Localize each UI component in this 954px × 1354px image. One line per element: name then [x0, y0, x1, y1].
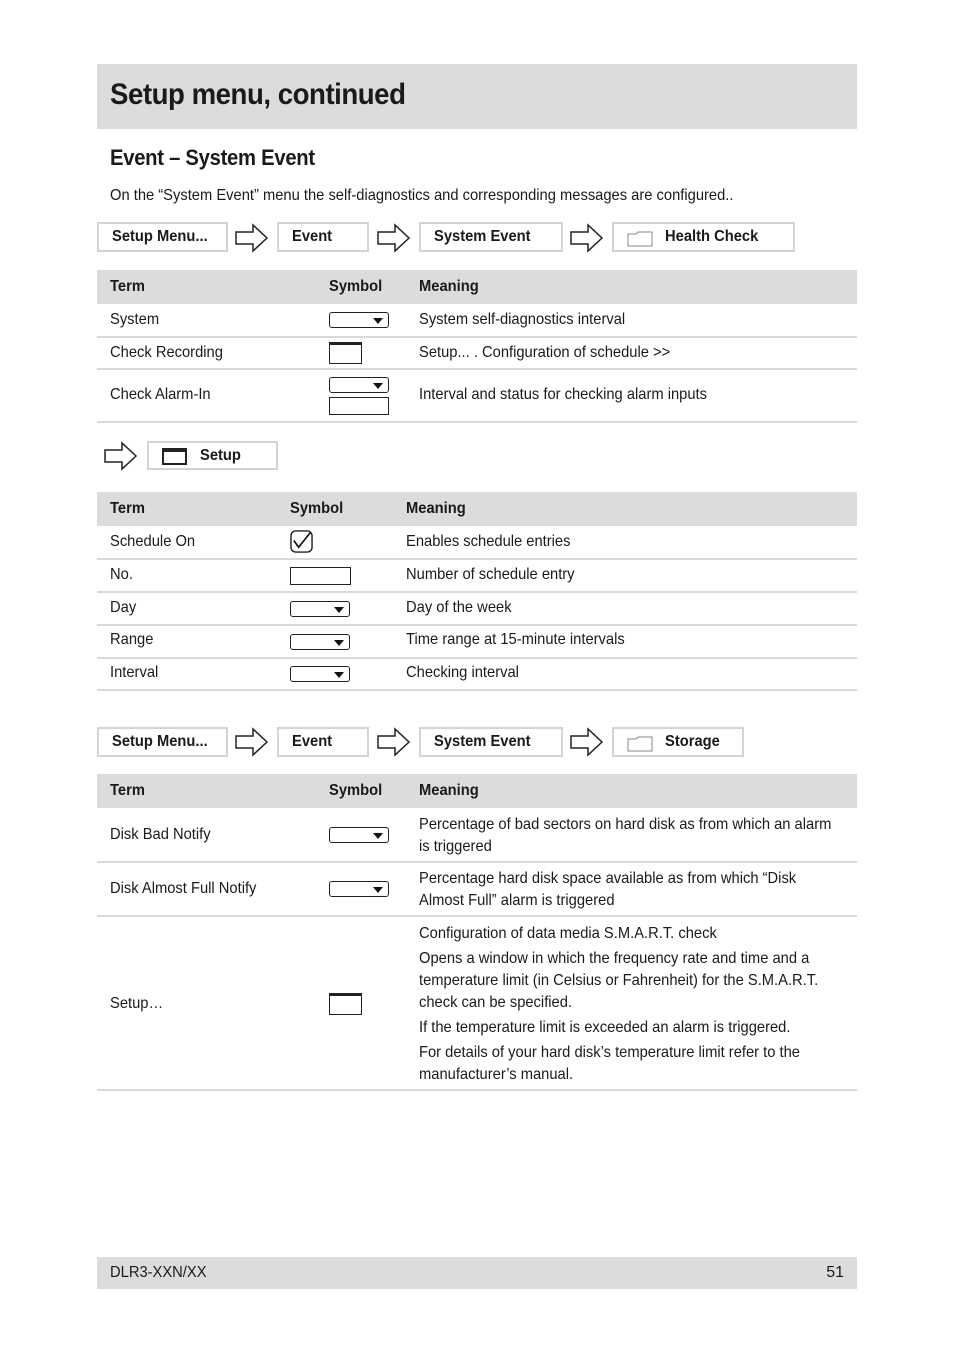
meaning-text: Opens a window in which the frequency rate and time and a temperature limit (in Celsius or Fahrenheit) for the S.M.A.R.T. check can be specified. — [419, 950, 819, 1011]
header-symbol: Symbol — [329, 782, 383, 799]
arrow-right-icon — [235, 727, 269, 757]
table-row — [97, 560, 857, 593]
arrow-right-icon — [570, 223, 604, 253]
header-symbol: Symbol — [329, 278, 383, 295]
table-header — [97, 270, 857, 304]
term-cell: Disk Bad Notify — [110, 826, 211, 843]
header-symbol: Symbol — [290, 500, 344, 517]
term-cell: Schedule On — [110, 533, 196, 550]
header-term: Term — [110, 782, 145, 799]
meaning-cell: Day of the week — [406, 599, 512, 616]
header-meaning: Meaning — [419, 782, 479, 799]
table-row — [97, 593, 857, 626]
meaning-cell: System self-diagnostics interval — [419, 311, 626, 328]
page-number: 51 — [826, 1264, 844, 1281]
intro-text: On the “System Event” menu the self-diagnostics and corresponding messages are configured.. — [110, 187, 734, 204]
arrow-right-icon — [377, 727, 411, 757]
section-title: Event – System Event — [110, 145, 315, 170]
arrow-right-icon — [570, 727, 604, 757]
header-term: Term — [110, 278, 145, 295]
dropdown-symbol — [329, 881, 389, 897]
button-symbol — [329, 342, 362, 364]
crumb-storage — [612, 727, 744, 757]
arrow-right-icon — [104, 441, 138, 471]
button-symbol — [329, 993, 362, 1015]
meaning-cell: Checking interval — [406, 664, 519, 681]
term-cell: Disk Almost Full Notify — [110, 880, 257, 897]
term-cell: System — [110, 311, 160, 328]
arrow-right-icon — [377, 223, 411, 253]
crumb-label: Setup — [200, 447, 241, 464]
meaning-text: For details of your hard disk’s temperature limit refer to the manufacturer’s manual. — [419, 1044, 800, 1083]
meaning-text: If the temperature limit is exceeded an alarm is triggered. — [419, 1019, 791, 1036]
meaning-cell — [419, 814, 842, 861]
table-row — [97, 626, 857, 659]
table-header — [97, 492, 857, 526]
meaning-cell: Setup... . Configuration of schedule >> — [419, 344, 671, 361]
header-meaning: Meaning — [419, 278, 479, 295]
textbox-symbol — [290, 567, 351, 585]
table-row — [97, 917, 857, 1091]
crumb-label: Setup Menu... — [112, 733, 208, 750]
folder-icon — [627, 231, 653, 247]
meaning-cell — [419, 923, 842, 1089]
title-band — [97, 64, 857, 129]
meaning-cell: Time range at 15-minute intervals — [406, 631, 625, 648]
meaning-text: Percentage of bad sectors on hard disk as from which an alarm is triggered — [419, 816, 832, 855]
table-row — [97, 659, 857, 691]
term-cell: Range — [110, 631, 154, 648]
crumb-setup — [147, 441, 278, 470]
table-row — [97, 304, 857, 338]
page-title: Setup menu, continued — [110, 78, 406, 111]
page-footer — [97, 1257, 857, 1289]
crumb-label: Health Check — [665, 228, 759, 245]
crumb-health-check — [612, 222, 795, 252]
window-icon — [162, 448, 187, 465]
dropdown-symbol — [329, 312, 389, 328]
term-cell: No. — [110, 566, 133, 583]
crumb-setup-menu — [97, 727, 228, 757]
meaning-cell: Number of schedule entry — [406, 566, 575, 583]
table-row — [97, 370, 857, 423]
crumb-label: System Event — [434, 733, 531, 750]
arrow-right-icon — [235, 223, 269, 253]
crumb-event — [277, 727, 369, 757]
crumb-label: Event — [292, 733, 333, 750]
table-row — [97, 863, 857, 917]
table-row — [97, 338, 857, 370]
crumb-label: Event — [292, 228, 333, 245]
meaning-text: Configuration of data media S.M.A.R.T. check — [419, 925, 717, 942]
crumb-label: Storage — [665, 733, 720, 750]
crumb-label: Setup Menu... — [112, 228, 208, 245]
header-meaning: Meaning — [406, 500, 466, 517]
table-row — [97, 808, 857, 863]
term-cell: Day — [110, 599, 137, 616]
table-row — [97, 526, 857, 560]
dropdown-symbol — [290, 601, 350, 617]
folder-icon — [627, 736, 653, 752]
term-cell: Interval — [110, 664, 159, 681]
checkbox-checked-icon — [290, 530, 313, 553]
header-term: Term — [110, 500, 145, 517]
term-cell: Check Recording — [110, 344, 223, 361]
dropdown-symbol — [290, 634, 350, 650]
dropdown-symbol — [329, 377, 389, 393]
textbox-symbol — [329, 397, 389, 415]
meaning-text: Percentage hard disk space available as from which “Disk Almost Full” alarm is triggered — [419, 870, 797, 909]
crumb-label: System Event — [434, 228, 531, 245]
meaning-cell — [419, 868, 842, 915]
table-header — [97, 774, 857, 808]
meaning-cell: Enables schedule entries — [406, 533, 571, 550]
crumb-setup-menu — [97, 222, 228, 252]
dropdown-symbol — [329, 827, 389, 843]
meaning-cell: Interval and status for checking alarm inputs — [419, 386, 708, 403]
term-cell: Check Alarm-In — [110, 386, 211, 403]
crumb-system-event — [419, 727, 563, 757]
dropdown-symbol — [290, 666, 350, 682]
crumb-system-event — [419, 222, 563, 252]
footer-model: DLR3-XXN/XX — [110, 1264, 207, 1281]
crumb-event — [277, 222, 369, 252]
term-cell: Setup… — [110, 995, 164, 1012]
